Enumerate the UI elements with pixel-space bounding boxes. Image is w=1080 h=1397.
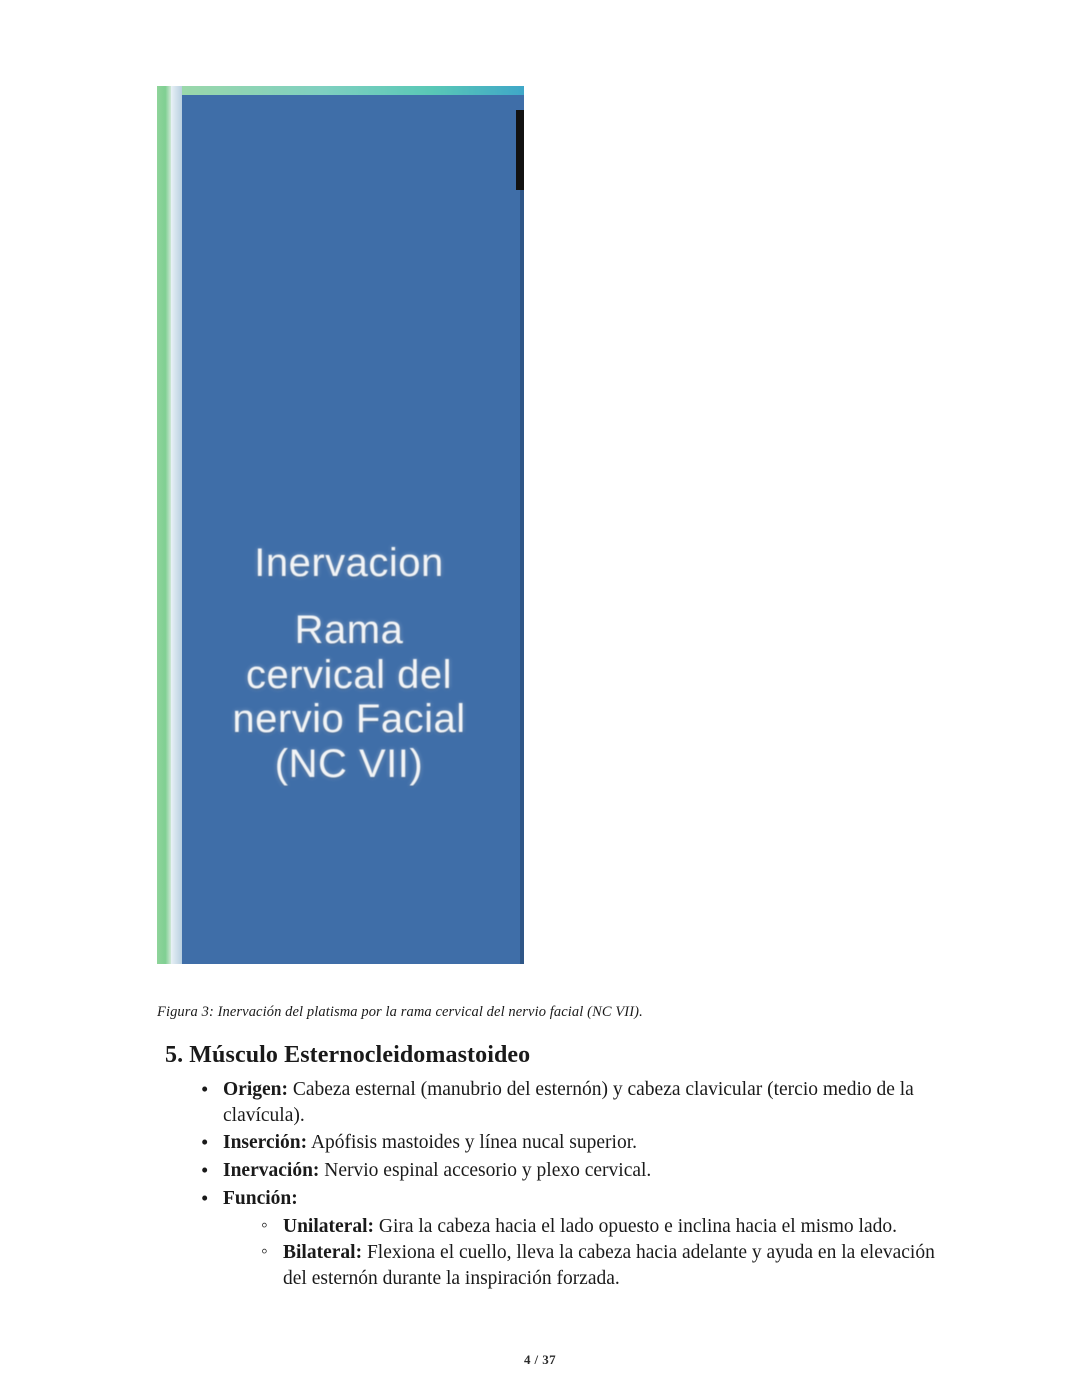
figure-3 bbox=[157, 86, 524, 964]
subitem-label: Bilateral: bbox=[283, 1242, 363, 1264]
figure-green-band bbox=[157, 86, 171, 964]
subitem-text: Flexiona el cuello, lleva la cabeza hacia adelante y ayuda en la elevación del esternón durante la inspiración forzada. bbox=[283, 1242, 935, 1290]
figure-caption: Figura 3: Inervación del platisma por la rama cervical del nervio facial (NC VII). bbox=[157, 1004, 643, 1020]
item-label: Función: bbox=[223, 1187, 298, 1209]
item-text: Apófisis mastoides y línea nucal superior. bbox=[307, 1132, 637, 1154]
figure-overlay-line-2: Rama bbox=[294, 607, 404, 652]
figure-white-band bbox=[171, 86, 182, 964]
item-text: Nervio espinal accesorio y plexo cervical. bbox=[319, 1160, 652, 1182]
figure-overlay-line-5: (NC VII) bbox=[274, 742, 424, 787]
list-item bbox=[201, 1158, 955, 1184]
list-item bbox=[201, 1186, 955, 1292]
subitem-label: Unilateral: bbox=[283, 1215, 374, 1237]
item-label: Origen: bbox=[223, 1079, 288, 1100]
list-item bbox=[201, 1077, 955, 1128]
figure-overlay-line-4: nervio Facial bbox=[232, 697, 466, 742]
figure-right-edge bbox=[520, 190, 524, 964]
item-label: Inervación: bbox=[223, 1160, 320, 1182]
item-label: Inserción: bbox=[223, 1132, 308, 1154]
page-indicator: 4 / 37 bbox=[523, 1352, 556, 1367]
figure-overlay-line-1: Inervacion bbox=[254, 541, 444, 585]
figure-dark-edge bbox=[516, 110, 524, 190]
subitem-text: Gira la cabeza hacia el lado opuesto e inclina hacia el mismo lado. bbox=[373, 1215, 898, 1237]
item-text: Cabeza esternal (manubrio del esternón) y cabeza clavicular (tercio medio de la clavícula). bbox=[223, 1079, 914, 1126]
section-bullet-list bbox=[165, 1077, 955, 1292]
list-item bbox=[261, 1240, 955, 1291]
section-title: 5. Músculo Esternocleidomastoideo bbox=[165, 1042, 531, 1068]
figure-top-band bbox=[157, 86, 524, 95]
section-sub-bullet-list bbox=[223, 1214, 955, 1292]
list-item bbox=[261, 1214, 955, 1240]
list-item bbox=[201, 1130, 955, 1156]
section-content bbox=[165, 1042, 955, 1294]
figure-overlay-text bbox=[182, 541, 516, 787]
figure-overlay-line-3: cervical del bbox=[245, 652, 453, 697]
figure-image bbox=[157, 86, 524, 964]
